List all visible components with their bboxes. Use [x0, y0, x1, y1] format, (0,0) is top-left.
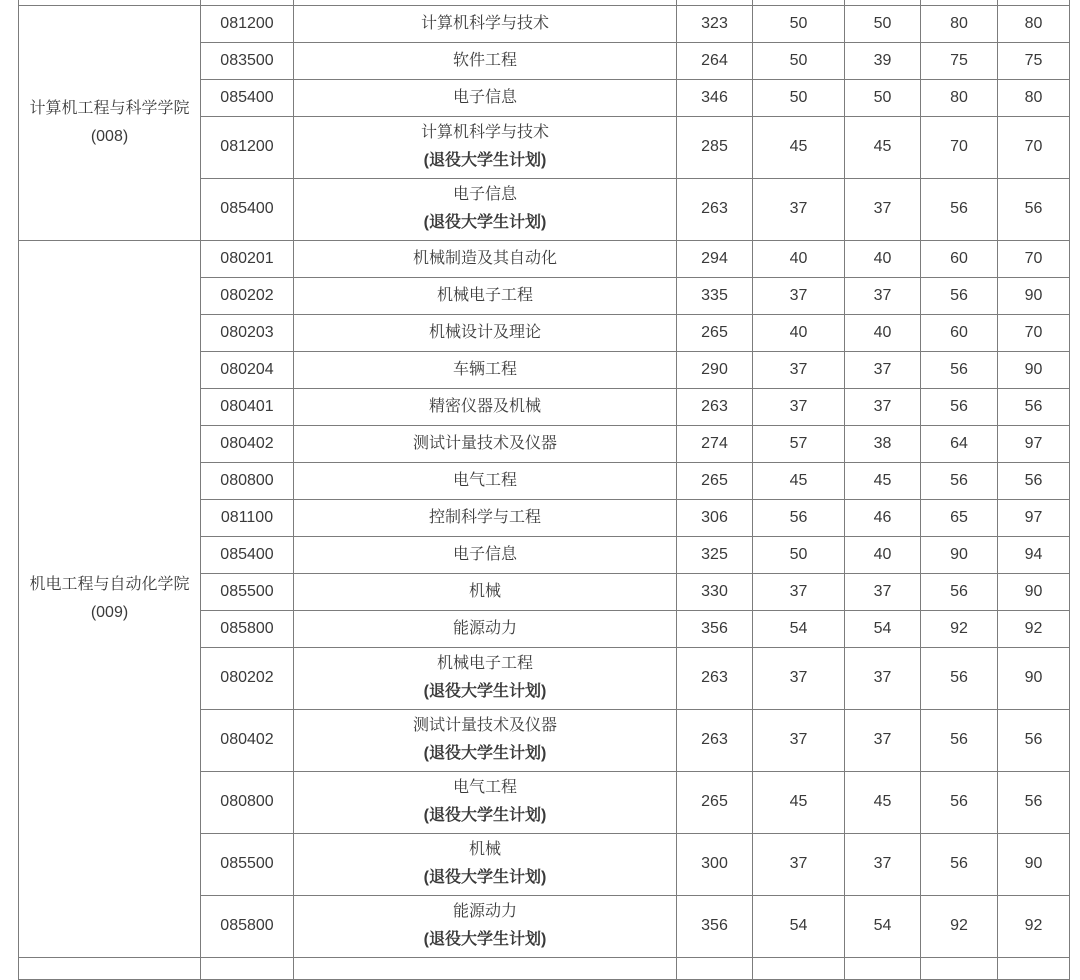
score-cell: 54	[845, 895, 921, 957]
major-name-cell	[294, 647, 677, 709]
major-note: (退役大学生计划)	[423, 152, 547, 169]
empty-cell	[998, 957, 1070, 979]
major-code-cell: 080800	[201, 771, 294, 833]
major-name-cell	[294, 388, 677, 425]
major-code-cell: 085400	[201, 79, 294, 116]
score-cell: 54	[753, 895, 845, 957]
score-cell: 37	[753, 709, 845, 771]
score-cell: 56	[998, 178, 1070, 240]
major-name: 电子信息	[452, 88, 517, 106]
major-name-cell	[294, 116, 677, 178]
major-name-cell	[294, 5, 677, 42]
score-cell: 50	[753, 42, 845, 79]
score-cell: 54	[753, 610, 845, 647]
major-name-cell	[294, 833, 677, 895]
major-name: 能源动力	[452, 619, 517, 637]
score-cell: 37	[845, 277, 921, 314]
major-note: (退役大学生计划)	[423, 214, 547, 231]
major-name: 电子信息	[452, 186, 517, 203]
empty-cell	[201, 957, 294, 979]
score-cell: 90	[998, 647, 1070, 709]
empty-cell	[845, 957, 921, 979]
college-name: 机电工程与自动化学院	[29, 575, 190, 593]
major-name: 测试计量技术及仪器	[412, 717, 557, 734]
score-cell: 330	[677, 573, 753, 610]
empty-cell	[19, 957, 201, 979]
score-cell: 80	[998, 79, 1070, 116]
score-cell: 265	[677, 462, 753, 499]
major-code-cell: 080204	[201, 351, 294, 388]
score-cell: 57	[753, 425, 845, 462]
score-cell: 50	[753, 79, 845, 116]
table-row	[19, 5, 1070, 42]
major-name-cell	[294, 610, 677, 647]
major-name-cell	[294, 42, 677, 79]
major-note: (退役大学生计划)	[423, 869, 547, 886]
score-cell: 56	[753, 499, 845, 536]
major-code-cell: 085500	[201, 833, 294, 895]
score-cell: 56	[998, 388, 1070, 425]
score-cell: 56	[998, 462, 1070, 499]
major-name: 机械电子工程	[436, 655, 533, 672]
score-cell: 285	[677, 116, 753, 178]
score-cell: 45	[753, 771, 845, 833]
score-cell: 37	[845, 351, 921, 388]
score-cell: 90	[998, 351, 1070, 388]
score-cell: 37	[845, 833, 921, 895]
score-cell: 37	[753, 351, 845, 388]
major-code-cell: 080202	[201, 647, 294, 709]
score-cell: 97	[998, 499, 1070, 536]
score-cell: 264	[677, 42, 753, 79]
score-cell: 274	[677, 425, 753, 462]
score-cell: 50	[753, 536, 845, 573]
score-cell: 263	[677, 709, 753, 771]
score-cell: 56	[921, 647, 998, 709]
major-name-cell	[294, 499, 677, 536]
major-name-cell	[294, 425, 677, 462]
score-cell: 37	[753, 388, 845, 425]
score-cell: 75	[921, 42, 998, 79]
major-name-cell	[294, 351, 677, 388]
score-cell: 65	[921, 499, 998, 536]
college-name: 计算机工程与科学学院	[29, 99, 190, 117]
score-cell: 346	[677, 79, 753, 116]
score-cell: 56	[998, 771, 1070, 833]
score-cell: 37	[753, 573, 845, 610]
score-cell: 92	[998, 895, 1070, 957]
major-code-cell: 080402	[201, 425, 294, 462]
score-cell: 265	[677, 771, 753, 833]
score-cell: 56	[921, 388, 998, 425]
major-name: 机械制造及其自动化	[412, 249, 557, 267]
score-cell: 300	[677, 833, 753, 895]
score-cell: 90	[998, 573, 1070, 610]
major-code-cell: 080401	[201, 388, 294, 425]
score-cell: 263	[677, 388, 753, 425]
score-cell: 37	[753, 833, 845, 895]
table-row	[19, 240, 1070, 277]
major-name: 电气工程	[452, 471, 517, 489]
score-cell: 92	[998, 610, 1070, 647]
score-cell: 40	[845, 240, 921, 277]
admission-score-table	[18, 0, 1070, 980]
score-cell: 37	[845, 647, 921, 709]
major-code-cell: 083500	[201, 42, 294, 79]
partial-row-bottom	[19, 957, 1070, 979]
major-name: 车辆工程	[452, 360, 517, 378]
score-cell: 294	[677, 240, 753, 277]
score-cell: 80	[921, 5, 998, 42]
major-code-cell: 085400	[201, 536, 294, 573]
score-cell: 356	[677, 610, 753, 647]
score-cell: 50	[845, 79, 921, 116]
major-name-cell	[294, 314, 677, 351]
score-cell: 54	[845, 610, 921, 647]
score-cell: 56	[998, 709, 1070, 771]
major-name-cell	[294, 573, 677, 610]
major-name-cell	[294, 240, 677, 277]
score-cell: 45	[753, 462, 845, 499]
score-cell: 40	[845, 314, 921, 351]
empty-cell	[921, 957, 998, 979]
empty-cell	[294, 957, 677, 979]
major-name: 精密仪器及机械	[428, 397, 541, 415]
score-cell: 323	[677, 5, 753, 42]
score-cell: 37	[753, 647, 845, 709]
major-code-cell: 080201	[201, 240, 294, 277]
score-cell: 56	[921, 351, 998, 388]
score-cell: 46	[845, 499, 921, 536]
score-cell: 40	[845, 536, 921, 573]
major-note: (退役大学生计划)	[423, 683, 547, 700]
major-name: 测试计量技术及仪器	[412, 434, 557, 452]
score-table-body	[19, 0, 1070, 979]
college-code: (008)	[90, 127, 129, 145]
score-cell: 38	[845, 425, 921, 462]
score-cell: 56	[921, 573, 998, 610]
major-name-cell	[294, 178, 677, 240]
major-name-cell	[294, 895, 677, 957]
score-cell: 56	[921, 462, 998, 499]
score-cell: 60	[921, 240, 998, 277]
major-name: 机械电子工程	[436, 286, 533, 304]
score-cell: 356	[677, 895, 753, 957]
score-cell: 64	[921, 425, 998, 462]
score-cell: 70	[921, 116, 998, 178]
score-cell: 39	[845, 42, 921, 79]
score-cell: 37	[845, 388, 921, 425]
major-code-cell: 080202	[201, 277, 294, 314]
score-cell: 325	[677, 536, 753, 573]
major-name: 控制科学与工程	[428, 508, 541, 526]
college-cell	[19, 5, 201, 240]
major-code-cell: 081200	[201, 116, 294, 178]
college-cell	[19, 240, 201, 957]
score-cell: 37	[845, 573, 921, 610]
major-name: 计算机科学与技术	[420, 14, 549, 32]
score-cell: 70	[998, 240, 1070, 277]
score-cell: 90	[998, 277, 1070, 314]
score-cell: 97	[998, 425, 1070, 462]
score-cell: 37	[845, 178, 921, 240]
empty-cell	[753, 957, 845, 979]
score-cell: 92	[921, 610, 998, 647]
major-name-cell	[294, 709, 677, 771]
score-cell: 37	[753, 178, 845, 240]
score-cell: 80	[998, 5, 1070, 42]
score-cell: 56	[921, 277, 998, 314]
major-name: 计算机科学与技术	[420, 124, 549, 141]
score-cell: 40	[753, 314, 845, 351]
major-name: 能源动力	[452, 903, 517, 920]
major-name: 电子信息	[452, 545, 517, 563]
major-name: 机械	[468, 841, 501, 858]
score-cell: 37	[845, 709, 921, 771]
score-cell: 50	[753, 5, 845, 42]
score-cell: 90	[998, 833, 1070, 895]
major-note: (退役大学生计划)	[423, 807, 547, 824]
score-cell: 290	[677, 351, 753, 388]
score-cell: 70	[998, 314, 1070, 351]
score-cell: 45	[845, 462, 921, 499]
score-cell: 90	[921, 536, 998, 573]
score-cell: 263	[677, 178, 753, 240]
major-code-cell: 085800	[201, 895, 294, 957]
major-name: 机械设计及理论	[428, 323, 541, 341]
major-code-cell: 085800	[201, 610, 294, 647]
major-name-cell	[294, 277, 677, 314]
score-cell: 45	[753, 116, 845, 178]
major-name-cell	[294, 79, 677, 116]
score-cell: 80	[921, 79, 998, 116]
major-note: (退役大学生计划)	[423, 931, 547, 948]
major-code-cell: 085400	[201, 178, 294, 240]
score-cell: 56	[921, 771, 998, 833]
major-name: 机械	[468, 582, 501, 600]
score-cell: 40	[753, 240, 845, 277]
major-code-cell: 085500	[201, 573, 294, 610]
score-cell: 56	[921, 178, 998, 240]
score-cell: 265	[677, 314, 753, 351]
major-code-cell: 081100	[201, 499, 294, 536]
major-name-cell	[294, 462, 677, 499]
major-name-cell	[294, 771, 677, 833]
major-name: 软件工程	[452, 51, 517, 69]
major-code-cell: 081200	[201, 5, 294, 42]
major-name-cell	[294, 536, 677, 573]
score-cell: 45	[845, 116, 921, 178]
major-note: (退役大学生计划)	[423, 745, 547, 762]
major-code-cell: 080203	[201, 314, 294, 351]
major-code-cell: 080800	[201, 462, 294, 499]
empty-cell	[677, 957, 753, 979]
major-code-cell: 080402	[201, 709, 294, 771]
score-cell: 45	[845, 771, 921, 833]
score-cell: 60	[921, 314, 998, 351]
score-cell: 50	[845, 5, 921, 42]
score-cell: 56	[921, 709, 998, 771]
score-cell: 70	[998, 116, 1070, 178]
score-cell: 306	[677, 499, 753, 536]
score-cell: 263	[677, 647, 753, 709]
score-cell: 335	[677, 277, 753, 314]
score-cell: 94	[998, 536, 1070, 573]
college-code: (009)	[90, 603, 129, 621]
major-name: 电气工程	[452, 779, 517, 796]
score-cell: 56	[921, 833, 998, 895]
score-cell: 37	[753, 277, 845, 314]
score-cell: 75	[998, 42, 1070, 79]
score-cell: 92	[921, 895, 998, 957]
